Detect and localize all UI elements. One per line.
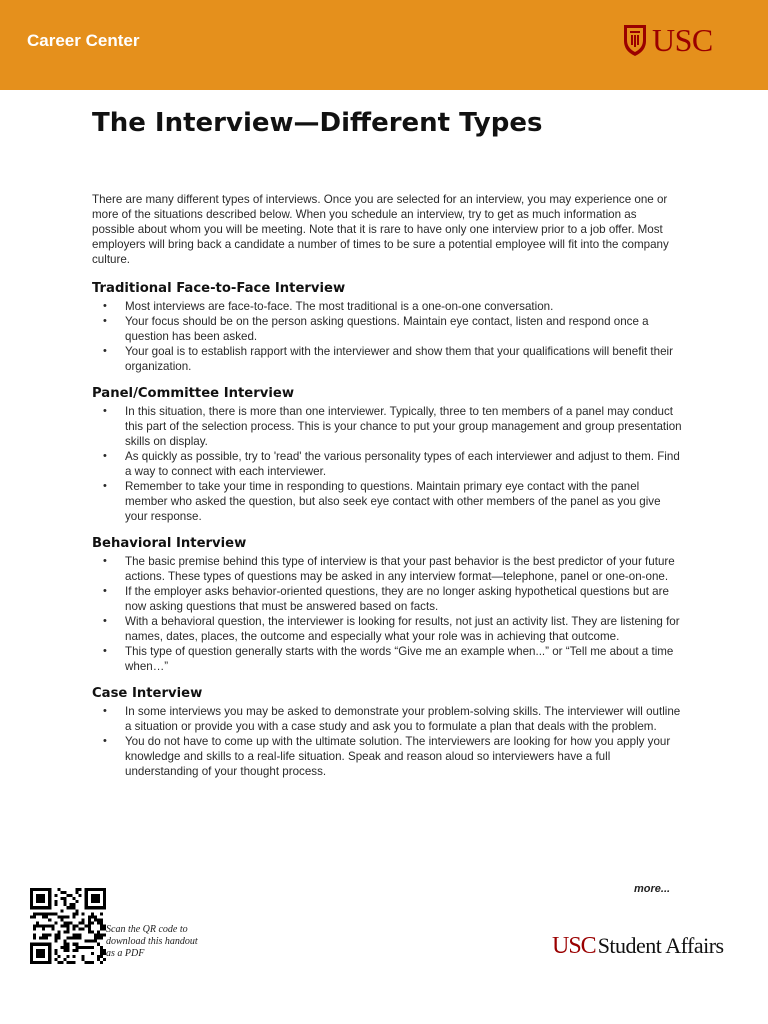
list-item-text: With a behavioral question, the interviewer is looking for results, not just an activity list. They are listening for names, dates, places, the outcome and especially what your role was in achieving that outcome. bbox=[125, 615, 680, 643]
list-item-text: As quickly as possible, try to 'read' the various personality types of each interviewer and adjust to them. Find a way to connect with each interviewer. bbox=[125, 450, 680, 478]
usc-student-affairs-logo[interactable] bbox=[552, 933, 724, 960]
sections-container bbox=[92, 281, 682, 779]
list-item bbox=[92, 554, 682, 584]
qr-caption: Scan the QR code to download this handout as a PDF bbox=[106, 924, 198, 959]
bullet-list bbox=[92, 299, 682, 374]
header-bar bbox=[0, 0, 768, 90]
document-body bbox=[92, 192, 682, 779]
bullet-icon: • bbox=[103, 315, 107, 327]
intro-paragraph: There are many different types of interviews. Once you are selected for an interview, you may experience one or more of the situations described below. When you schedule an interview, try to get as much information as possible about whom you will be meeting. Note that it is rare to have only one interview prior to a job offer. Most employers will bring back a candidate a number of times to be sure a potential employee will fit into the company culture. bbox=[92, 193, 669, 266]
list-item bbox=[92, 734, 682, 779]
list-item-text: Your focus should be on the person asking questions. Maintain eye contact, listen and respond once a question has been asked. bbox=[125, 315, 649, 343]
bullet-icon: • bbox=[103, 450, 107, 462]
section-heading: Traditional Face-to-Face Interview bbox=[92, 281, 346, 296]
career-center-title: Career Center bbox=[27, 31, 140, 50]
list-item bbox=[92, 704, 682, 734]
section-heading: Case Interview bbox=[92, 686, 203, 701]
bullet-icon: • bbox=[103, 645, 107, 657]
list-item bbox=[92, 644, 682, 674]
usc-logo[interactable] bbox=[622, 22, 713, 58]
bullet-list bbox=[92, 554, 682, 674]
bullet-icon: • bbox=[103, 705, 107, 717]
list-item-text: If the employer asks behavior-oriented questions, they are no longer asking hypothetical questions but are now asking questions that must be answered based on facts. bbox=[125, 585, 669, 613]
list-item-text: Most interviews are face-to-face. The most traditional is a one-on-one conversation. bbox=[125, 300, 554, 313]
bullet-icon: • bbox=[103, 480, 107, 492]
list-item-text: In some interviews you may be asked to demonstrate your problem-solving skills. The interviewer will outline a situation or provide you with a case study and ask you to formulate a plan that deals with the problem. bbox=[125, 705, 681, 733]
bullet-icon: • bbox=[103, 615, 107, 627]
list-item bbox=[92, 299, 682, 314]
bullet-icon: • bbox=[103, 585, 107, 597]
bullet-icon: • bbox=[103, 345, 107, 357]
list-item-text: Remember to take your time in responding to questions. Maintain primary eye contact with the panel member who asked the question, but also seek eye contact with other members of the panel as you give your response. bbox=[125, 480, 661, 523]
list-item bbox=[92, 479, 682, 524]
section-heading: Panel/Committee Interview bbox=[92, 386, 294, 401]
sa-logo-student-affairs: Student Affairs bbox=[597, 933, 724, 958]
qr-code[interactable] bbox=[30, 888, 106, 964]
list-item bbox=[92, 404, 682, 449]
page-title: The Interview—Different Types bbox=[92, 108, 543, 138]
more-link[interactable]: more... bbox=[634, 883, 671, 895]
bullet-icon: • bbox=[103, 405, 107, 417]
usc-seal-icon bbox=[622, 23, 648, 57]
bullet-icon: • bbox=[103, 735, 107, 747]
list-item-text: You do not have to come up with the ultimate solution. The interviewers are looking for how you apply your knowledge and skills to a real-life situation. Speak and reason aloud so interviewers have a full understanding of your thought process. bbox=[125, 735, 671, 778]
bullet-icon: • bbox=[103, 555, 107, 567]
list-item-text: The basic premise behind this type of interview is that your past behavior is the best predictor of your future actions. These types of questions may be asked in any interview format—telephone, panel or one-on-one. bbox=[125, 555, 675, 583]
usc-logo-text: USC bbox=[652, 22, 713, 58]
list-item bbox=[92, 614, 682, 644]
bullet-list bbox=[92, 404, 682, 524]
list-item bbox=[92, 314, 682, 344]
qr-code-icon bbox=[30, 888, 106, 964]
list-item-text: Your goal is to establish rapport with the interviewer and show them that your qualifications will benefit their organization. bbox=[125, 345, 673, 373]
list-item bbox=[92, 344, 682, 374]
bullet-list bbox=[92, 704, 682, 779]
list-item-text: In this situation, there is more than one interviewer. Typically, three to ten members of a panel may conduct this part of the selection process. This is your chance to put your group management and group presentation skills on display. bbox=[125, 405, 682, 448]
section-heading: Behavioral Interview bbox=[92, 536, 247, 551]
list-item bbox=[92, 584, 682, 614]
sa-logo-usc: USC bbox=[552, 933, 596, 959]
list-item-text: This type of question generally starts with the words “Give me an example when...” or “Tell me about a time when…” bbox=[125, 645, 674, 673]
bullet-icon: • bbox=[103, 300, 107, 312]
list-item bbox=[92, 449, 682, 479]
